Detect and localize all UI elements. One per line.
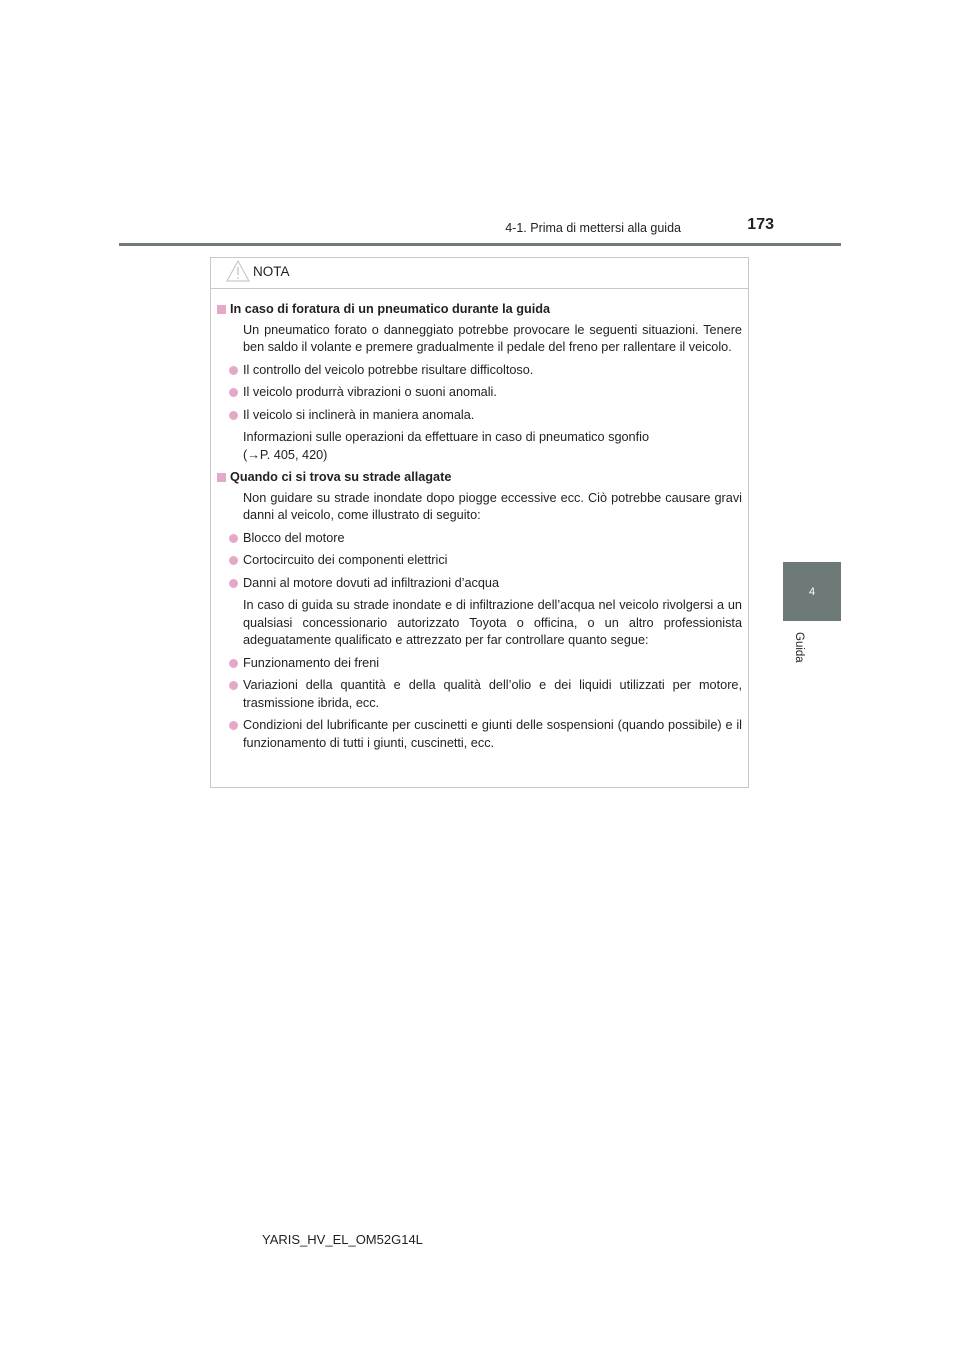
square-bullet-icon [217,473,226,482]
circle-bullet-icon [229,556,238,565]
square-bullet-icon [217,305,226,314]
chapter-tab [783,562,841,621]
section-heading-flooded-roads [217,469,742,487]
paragraph: Un pneumatico forato o danneggiato potrebbe provocare le seguenti situazioni. Tenere ben saldo il volante e premere gradualmente il pedale del freno per rallentare il veicolo. [243,322,742,354]
section-heading-flat-tire [217,301,742,319]
list-item-text: Il controllo del veicolo potrebbe risultare difficoltoso. [243,362,534,377]
section-heading-text: Quando ci si trova su strade allagate [230,470,452,484]
note-header [211,258,748,289]
paragraph: In caso di guida su strade inondate e di infiltrazione dell’acqua nel veicolo rivolgersi a un qualsiasi concessionario autorizzato Toyota o officina, o un altro professionista adeguatamente qualificato e attrezzato per far controllare quanto segue: [243,598,742,647]
header-rule [119,243,841,246]
list-item [217,717,742,752]
list-item [217,530,742,548]
list-item [217,407,742,425]
paragraph: Non guidare su strade inondate dopo piogge eccessive ecc. Ciò potrebbe causare gravi danni al veicolo, come illustrato di seguito: [243,490,742,522]
paragraph-text: Informazioni sulle operazioni da effettuare in caso di pneumatico sgonfio [243,430,650,444]
circle-bullet-icon [229,659,238,668]
note-box [210,257,749,788]
page-number: 173 [747,216,774,233]
list-item [217,552,742,570]
circle-bullet-icon [229,579,238,588]
note-body [211,289,748,752]
circle-bullet-icon [229,411,238,420]
warning-triangle-icon [226,260,250,282]
list-item-text: Danni al motore dovuti ad infiltrazioni d’acqua [243,575,500,590]
list-item [217,655,742,673]
section-title: 4-1. Prima di mettersi alla guida [505,221,681,235]
list-item-text: Cortocircuito dei componenti elettrici [243,553,448,567]
list-item-text: Variazioni della quantità e della qualità dell’olio e dei liquidi utilizzati per motore, trasmissione ibrida, ecc. [243,678,742,710]
list-item [217,362,742,380]
circle-bullet-icon [229,534,238,543]
circle-bullet-icon [229,388,238,397]
document-code: YARIS_HV_EL_OM52G14L [262,1232,423,1247]
chapter-label: Guida [793,632,805,663]
list-item-text: Il veicolo produrrà vibrazioni o suoni anomali. [243,385,497,399]
section-heading-text: In caso di foratura di un pneumatico durante la guida [230,302,551,316]
circle-bullet-icon [229,366,238,375]
list-item-text: Condizioni del lubrificante per cuscinetti e giunti delle sospensioni (quando possibile) e il funzionamento di tutti i giunti, cuscinetti, ecc. [243,718,742,750]
page-reference: (→P. 405, 420) [243,447,328,462]
circle-bullet-icon [229,721,238,730]
list-item [217,677,742,712]
chapter-number: 4 [808,585,816,598]
circle-bullet-icon [229,681,238,690]
list-item-text: Blocco del motore [243,530,345,545]
paragraph [217,429,742,464]
list-item [217,384,742,402]
list-item-text: Il veicolo si inclinerà in maniera anomala. [243,407,475,422]
list-item [217,575,742,593]
note-title: NOTA [253,264,290,279]
list-item-text: Funzionamento dei freni [243,655,380,670]
